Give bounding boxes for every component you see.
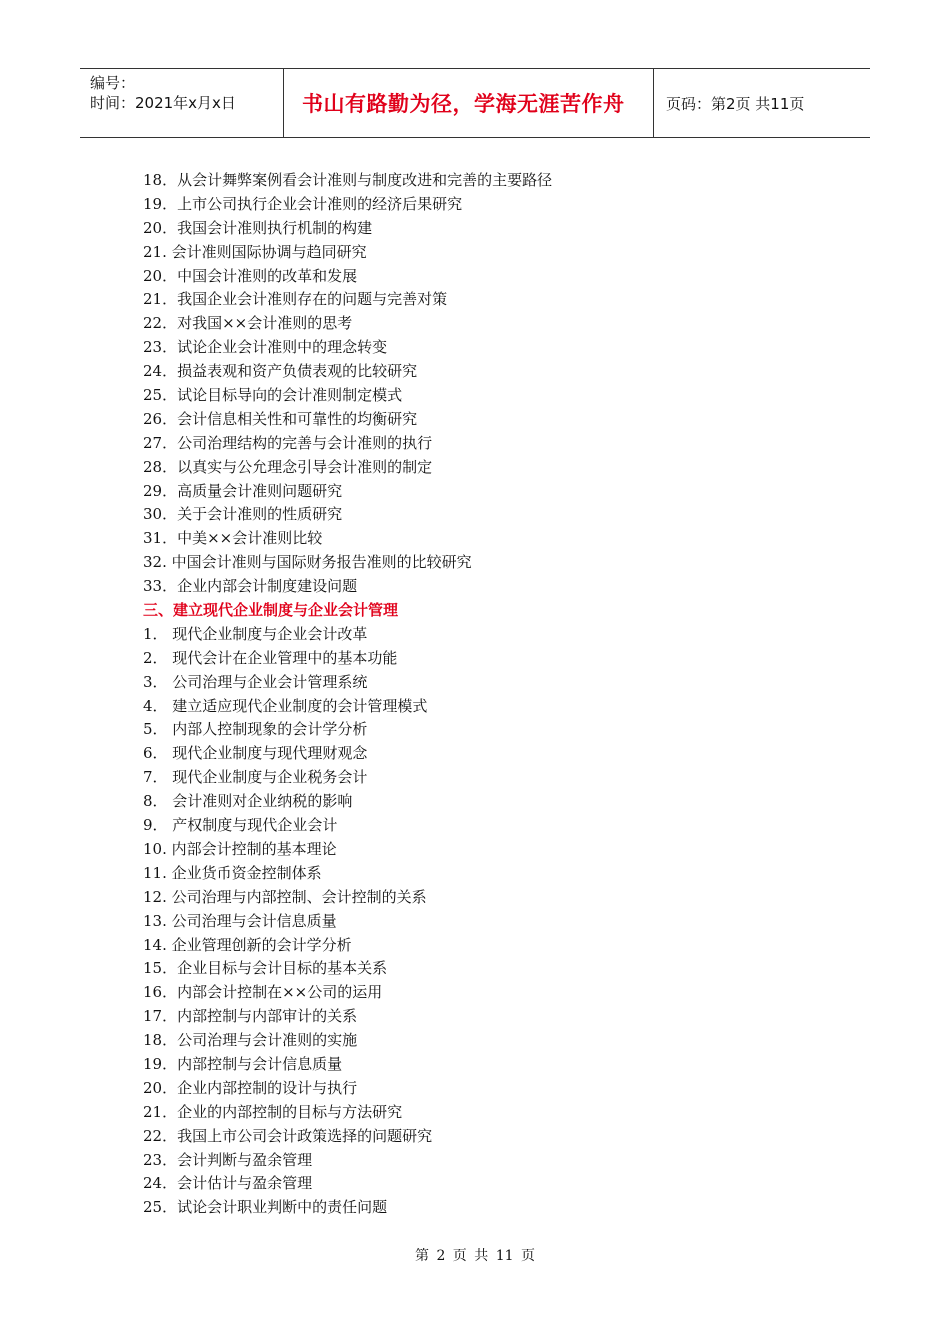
list-item: 21. 会计准则国际协调与趋同研究 bbox=[143, 242, 367, 261]
list-item: 26．会计信息相关性和可靠性的均衡研究 bbox=[143, 409, 418, 428]
header-motto-cell bbox=[283, 69, 654, 137]
list-item: 21．企业的内部控制的目标与方法研究 bbox=[143, 1102, 403, 1121]
list-item: 25．试论会计职业判断中的责任问题 bbox=[143, 1198, 388, 1217]
list-item: 27．公司治理结构的完善与会计准则的执行 bbox=[143, 433, 433, 452]
document-time: 时间：2021年x月x日 bbox=[90, 94, 236, 112]
list-item: 25．试论目标导向的会计准则制定模式 bbox=[143, 386, 403, 405]
list-item: 17．内部控制与内部审计的关系 bbox=[143, 1007, 358, 1026]
list-item: 2． 现代会计在企业管理中的基本功能 bbox=[143, 648, 398, 667]
section-heading: 三、建立现代企业制度与企业会计管理 bbox=[143, 601, 399, 620]
list-item: 18．从会计舞弊案例看会计准则与制度改进和完善的主要路径 bbox=[143, 171, 553, 189]
list-item: 33．企业内部会计制度建设问题 bbox=[143, 577, 358, 596]
list-item: 18．公司治理与会计准则的实施 bbox=[143, 1031, 358, 1050]
list-item: 9． 产权制度与现代企业会计 bbox=[143, 816, 338, 835]
list-item: 14. 企业管理创新的会计学分析 bbox=[143, 935, 352, 954]
list-item: 3． 公司治理与企业会计管理系统 bbox=[143, 672, 368, 691]
list-item: 21．我国企业会计准则存在的问题与完善对策 bbox=[143, 290, 448, 309]
header-page-cell bbox=[654, 69, 870, 137]
document-number-label: 编号： bbox=[90, 74, 136, 92]
list-item: 24．会计估计与盈余管理 bbox=[143, 1174, 313, 1193]
list-item: 11. 企业货币资金控制体系 bbox=[143, 863, 322, 882]
list-item: 20．我国会计准则执行机制的构建 bbox=[143, 218, 373, 237]
header-meta bbox=[80, 69, 283, 137]
list-item: 30．关于会计准则的性质研究 bbox=[143, 505, 343, 524]
list-item: 4． 建立适应现代企业制度的会计管理模式 bbox=[143, 696, 428, 715]
list-item: 5． 内部人控制现象的会计学分析 bbox=[143, 720, 368, 739]
header-motto: 书山有路勤为径，学海无涯苦作舟 bbox=[302, 92, 625, 116]
header-page-info: 页码：第2页 共11页 bbox=[666, 94, 805, 113]
list-item: 22．对我国××会计准则的思考 bbox=[143, 314, 353, 333]
list-item: 12. 公司治理与内部控制、会计控制的关系 bbox=[143, 887, 427, 906]
list-item: 32. 中国会计准则与国际财务报告准则的比较研究 bbox=[143, 553, 472, 572]
list-item: 1． 现代企业制度与企业会计改革 bbox=[143, 624, 368, 643]
list-item: 6． 现代企业制度与现代理财观念 bbox=[143, 744, 368, 763]
list-item: 28．以真实与公允理念引导会计准则的制定 bbox=[143, 457, 433, 476]
list-item: 7． 现代企业制度与企业税务会计 bbox=[143, 768, 368, 787]
list-item: 20．企业内部控制的设计与执行 bbox=[143, 1078, 358, 1097]
list-item: 8． 会计准则对企业纳税的影响 bbox=[143, 792, 353, 811]
list-item: 23．试论企业会计准则中的理念转变 bbox=[143, 338, 388, 357]
list-item: 10. 内部会计控制的基本理论 bbox=[143, 839, 337, 858]
page-header bbox=[80, 68, 870, 138]
list-item: 31．中美××会计准则比较 bbox=[143, 529, 323, 548]
list-item: 24．损益表观和资产负债表观的比较研究 bbox=[143, 362, 418, 381]
list-item: 16．内部会计控制在××公司的运用 bbox=[143, 983, 383, 1002]
list-item: 23．会计判断与盈余管理 bbox=[143, 1150, 313, 1169]
list-item: 15．企业目标与会计目标的基本关系 bbox=[143, 959, 388, 978]
list-item: 22．我国上市公司会计政策选择的问题研究 bbox=[143, 1126, 433, 1145]
page-footer: 第 2 页 共 11 页 bbox=[415, 1248, 535, 1264]
list-item: 29．高质量会计准则问题研究 bbox=[143, 481, 343, 500]
list-item: 19．上市公司执行企业会计准则的经济后果研究 bbox=[143, 194, 463, 213]
list-item: 13. 公司治理与会计信息质量 bbox=[143, 911, 337, 930]
topic-list bbox=[143, 169, 843, 1220]
list-item: 19．内部控制与会计信息质量 bbox=[143, 1054, 343, 1073]
list-item: 20．中国会计准则的改革和发展 bbox=[143, 266, 358, 285]
